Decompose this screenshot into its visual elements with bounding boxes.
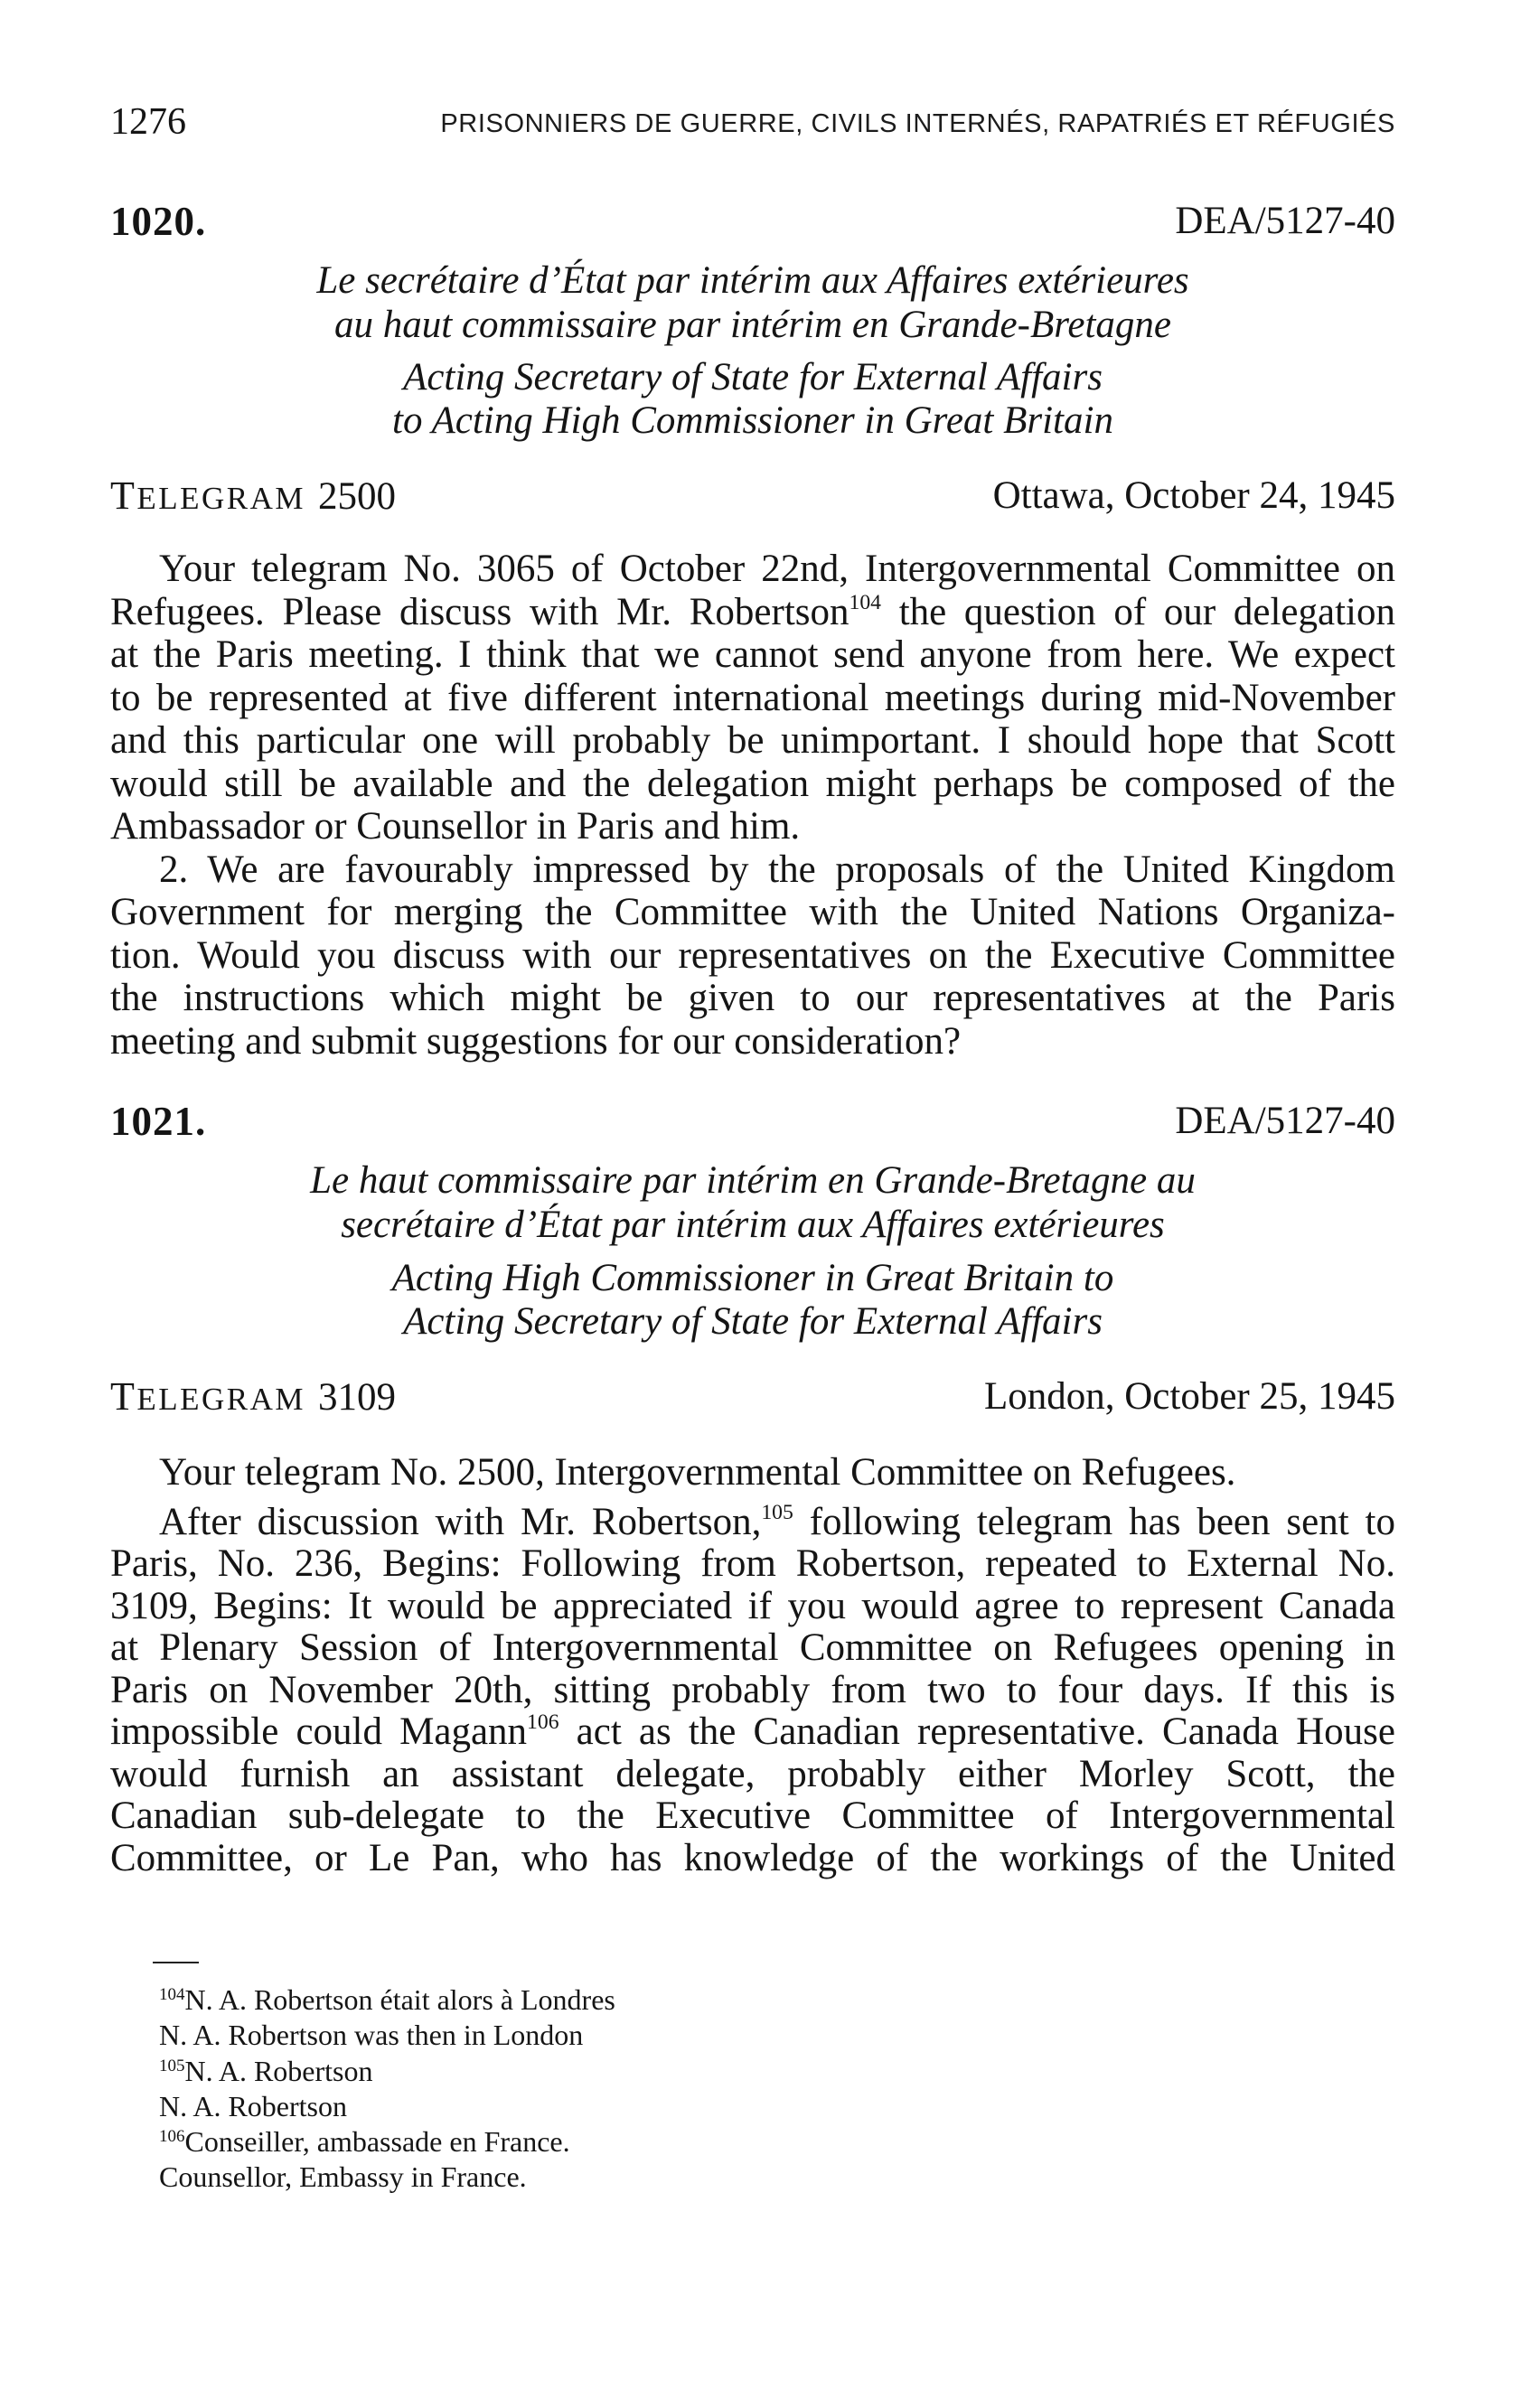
text-line: would still be available and the delegation might perhaps be composed of the (110, 762, 1395, 805)
footnote-reference: 106 (527, 1710, 559, 1735)
footnote-105 (159, 2054, 615, 2089)
footnote-text-english: Counsellor, Embassy in France. (159, 2160, 527, 2194)
title-line: Acting Secretary of State for External Affairs (403, 356, 1103, 398)
footnote-text-french: N. A. Robertson était alors à Londres (184, 1983, 615, 2016)
text-segment: After discussion with Mr. Robertson, (159, 1500, 762, 1543)
paragraph (110, 548, 1395, 848)
telegram-line (110, 474, 1395, 518)
text-line: Paris, No. 236, Begins: Following from Robertson, repeated to External No. (110, 1542, 1395, 1585)
text-line: Ambassador or Counsellor in Paris and him. (110, 805, 801, 848)
footnote-text-english: N. A. Robertson (159, 2089, 347, 2122)
place-and-date: Ottawa, October 24, 1945 (992, 474, 1395, 517)
title-line: Acting Secretary of State for External Affairs (403, 1300, 1103, 1343)
title-line: to Acting High Commissioner in Great Britain (392, 399, 1113, 442)
text-line: at Plenary Session of Intergovernmental Committee on Refugees opening in (110, 1626, 1395, 1669)
document-heading (110, 200, 1395, 243)
text-line: the instructions which might be given to our representatives at the Paris (110, 977, 1395, 1019)
text-line: Canadian sub-delegate to the Executive Committee of Intergovernmental (110, 1794, 1395, 1837)
address-title-english (110, 356, 1395, 443)
telegram-designation (110, 474, 396, 520)
telegram-designation (110, 1375, 396, 1421)
address-title-french (110, 1158, 1395, 1247)
title-line: Le haut commissaire par intérim en Grande-Bretagne au (310, 1159, 1196, 1202)
paragraph (110, 1502, 1395, 1880)
file-reference: DEA/5127-40 (1175, 1100, 1395, 1142)
document-number: 1020. (110, 199, 207, 244)
footnote-text-french: Conseiller, ambassade en France. (184, 2125, 570, 2159)
footnote-104 (159, 1982, 615, 2018)
file-reference: DEA/5127-40 (1175, 200, 1395, 242)
text-line (110, 591, 1395, 634)
telegram-number: 3109 (318, 1376, 397, 1419)
text-line: Paris on November 20th, sitting probably from two to four days. If this is (110, 1668, 1395, 1711)
footnote-number: 105 (159, 2056, 185, 2075)
footnote-separator (153, 1962, 199, 1963)
telegram-line (110, 1375, 1395, 1419)
text-line: 3109, Begins: It would be appreciated if you would agree to represent Canada (110, 1584, 1395, 1627)
footnote-number: 106 (159, 2127, 185, 2147)
document-number: 1021. (110, 1099, 207, 1144)
footnote-106 (159, 2124, 615, 2160)
paragraph (110, 1452, 1395, 1494)
text-segment: Refugees. Please discuss with Mr. Robertson (110, 590, 849, 633)
text-segment: the question of our delegation (880, 590, 1395, 633)
running-head (110, 100, 1395, 144)
text-segment: act as the Canadian representative. Canada House (558, 1710, 1395, 1753)
footnotes (159, 1982, 615, 2196)
footnote-reference: 104 (849, 590, 881, 614)
text-line: and this particular one will probably be unimportant. I should hope that Scott (110, 719, 1395, 762)
telegram-body (110, 1452, 1395, 1879)
text-line (110, 1711, 1395, 1754)
text-line: at the Paris meeting. I think that we cannot send anyone from here. We expect (110, 633, 1395, 676)
telegram-label: TELEGRAM (110, 473, 306, 518)
text-line: Committee, or Le Pan, who has knowledge of the workings of the United (110, 1836, 1395, 1879)
paragraph (110, 848, 1395, 1063)
text-line: Your telegram No. 2500, Intergovernmental Committee on Refugees. (159, 1451, 1236, 1494)
address-title-french (110, 258, 1395, 347)
text-line: meeting and submit suggestions for our consideration? (110, 1019, 962, 1063)
footnote-number: 104 (159, 1985, 185, 2004)
telegram-label: TELEGRAM (110, 1374, 306, 1419)
page-number: 1276 (110, 101, 186, 143)
title-line: Acting High Commissioner in Great Britain to (391, 1257, 1114, 1299)
text-line: 2. We are favourably impressed by the proposals of the United Kingdom (159, 848, 1395, 891)
telegram-number: 2500 (318, 475, 397, 518)
text-line: tion. Would you discuss with our representatives on the Executive Committee (110, 933, 1395, 977)
title-line: secrétaire d’État par intérim aux Affaires extérieures (341, 1204, 1165, 1246)
text-segment: impossible could Magann (110, 1710, 528, 1753)
text-line: Government for merging the Committee with the United Nations Organiza- (110, 891, 1395, 933)
footnote-text-english: N. A. Robertson was then in London (159, 2019, 584, 2052)
document-heading (110, 1100, 1395, 1143)
title-line: au haut commissaire par intérim en Grande-Bretagne (334, 304, 1171, 346)
running-title: PRISONNIERS DE GUERRE, CIVILS INTERNÉS, RAPATRIÉS ET RÉFUGIÉS (440, 109, 1395, 138)
text-line: would furnish an assistant delegate, probably either Morley Scott, the (110, 1752, 1395, 1795)
text-segment: following telegram has been sent to (793, 1500, 1395, 1543)
telegram-body (110, 548, 1395, 1063)
title-line: Le secrétaire d’État par intérim aux Affaires extérieures (316, 259, 1189, 302)
text-line: Your telegram No. 3065 of October 22nd, Intergovernmental Committee on (159, 548, 1395, 590)
text-line (110, 1502, 1395, 1544)
text-line: to be represented at five different international meetings during mid-November (110, 676, 1395, 719)
footnote-reference: 105 (761, 1500, 793, 1524)
address-title-english (110, 1257, 1395, 1344)
place-and-date: London, October 25, 1945 (983, 1375, 1395, 1418)
footnote-text-french: N. A. Robertson (184, 2054, 373, 2087)
